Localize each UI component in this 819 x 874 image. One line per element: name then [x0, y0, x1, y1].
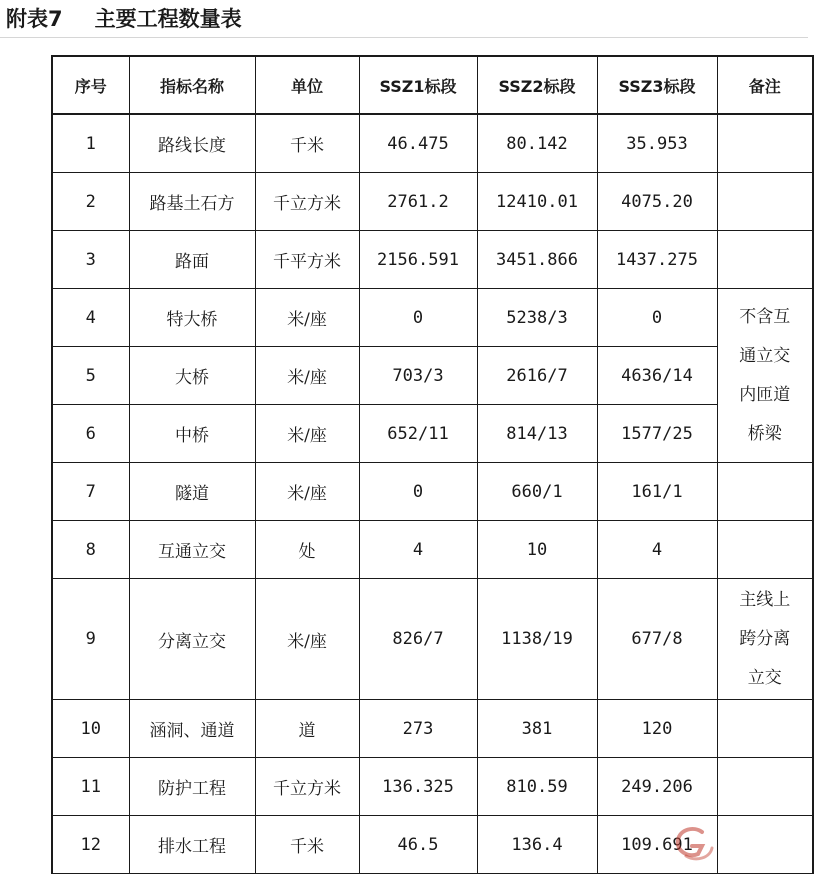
cell-name: 中桥	[129, 405, 255, 463]
cell-remarks	[717, 173, 813, 231]
cell-ssz2: 10	[477, 521, 597, 579]
cell-name: 隧道	[129, 463, 255, 521]
cell-remarks	[717, 114, 813, 173]
cell-remarks	[717, 758, 813, 816]
cell-ssz3: 161/1	[597, 463, 717, 521]
cell-no: 1	[52, 114, 129, 173]
cell-ssz3: 120	[597, 700, 717, 758]
quantities-table	[51, 55, 814, 874]
table-row	[52, 463, 813, 521]
cell-ssz3: 4075.20	[597, 173, 717, 231]
cell-no: 9	[52, 579, 129, 700]
header-cell-ssz1: SSZ1标段	[359, 56, 477, 114]
cell-no: 6	[52, 405, 129, 463]
cell-ssz3: 109.691	[597, 816, 717, 874]
cell-unit: 千立方米	[255, 173, 359, 231]
cell-no: 10	[52, 700, 129, 758]
cell-name: 涵洞、通道	[129, 700, 255, 758]
appendix-label: 附表7	[6, 7, 63, 31]
cell-ssz3: 1577/25	[597, 405, 717, 463]
cell-remarks	[717, 463, 813, 521]
table-row	[52, 289, 813, 347]
cell-ssz2: 810.59	[477, 758, 597, 816]
cell-no: 3	[52, 231, 129, 289]
cell-ssz2: 136.4	[477, 816, 597, 874]
table-row	[52, 579, 813, 700]
logo-watermark-icon	[672, 826, 716, 862]
cell-ssz1: 2156.591	[359, 231, 477, 289]
cell-ssz1: 273	[359, 700, 477, 758]
cell-name: 路基土石方	[129, 173, 255, 231]
header-cell-name: 指标名称	[129, 56, 255, 114]
cell-unit: 处	[255, 521, 359, 579]
cell-ssz1: 136.325	[359, 758, 477, 816]
remarks-separated-text: 主线上跨分离立交	[739, 589, 791, 688]
cell-ssz2: 80.142	[477, 114, 597, 173]
cell-ssz1: 4	[359, 521, 477, 579]
cell-ssz2: 660/1	[477, 463, 597, 521]
cell-ssz2: 381	[477, 700, 597, 758]
cell-name: 路面	[129, 231, 255, 289]
table-row	[52, 700, 813, 758]
header-cell-ssz2: SSZ2标段	[477, 56, 597, 114]
document-title	[6, 4, 242, 34]
header-cell-ssz3: SSZ3标段	[597, 56, 717, 114]
title-divider	[0, 37, 808, 38]
cell-ssz3: 249.206	[597, 758, 717, 816]
table-row	[52, 521, 813, 579]
cell-unit: 道	[255, 700, 359, 758]
cell-unit: 米/座	[255, 289, 359, 347]
cell-remarks	[717, 521, 813, 579]
remarks-bridges-text: 不含互通立交内匝道桥梁	[739, 306, 791, 444]
cell-no: 11	[52, 758, 129, 816]
cell-unit: 米/座	[255, 579, 359, 700]
cell-unit: 米/座	[255, 405, 359, 463]
cell-name: 分离立交	[129, 579, 255, 700]
cell-remarks-separated	[717, 579, 813, 700]
table-row	[52, 405, 813, 463]
table-row	[52, 114, 813, 173]
cell-ssz2: 814/13	[477, 405, 597, 463]
cell-no: 12	[52, 816, 129, 874]
cell-no: 7	[52, 463, 129, 521]
cell-remarks	[717, 700, 813, 758]
cell-unit: 米/座	[255, 347, 359, 405]
cell-name: 路线长度	[129, 114, 255, 173]
cell-name: 特大桥	[129, 289, 255, 347]
cell-unit: 千平方米	[255, 231, 359, 289]
cell-ssz3: 1437.275	[597, 231, 717, 289]
cell-no: 4	[52, 289, 129, 347]
header-cell-remarks: 备注	[717, 56, 813, 114]
cell-unit: 千米	[255, 114, 359, 173]
cell-ssz1: 46.5	[359, 816, 477, 874]
table-row	[52, 231, 813, 289]
cell-ssz1: 826/7	[359, 579, 477, 700]
header-cell-unit: 单位	[255, 56, 359, 114]
cell-ssz1: 652/11	[359, 405, 477, 463]
cell-unit: 千米	[255, 816, 359, 874]
header-cell-no: 序号	[52, 56, 129, 114]
cell-ssz1: 703/3	[359, 347, 477, 405]
cell-ssz2: 5238/3	[477, 289, 597, 347]
cell-no: 5	[52, 347, 129, 405]
cell-ssz3: 4	[597, 521, 717, 579]
table-row	[52, 347, 813, 405]
cell-ssz2: 12410.01	[477, 173, 597, 231]
cell-ssz3: 677/8	[597, 579, 717, 700]
cell-ssz2: 3451.866	[477, 231, 597, 289]
table-title: 主要工程数量表	[94, 7, 242, 31]
cell-no: 8	[52, 521, 129, 579]
table-row	[52, 758, 813, 816]
cell-ssz1: 0	[359, 289, 477, 347]
cell-ssz2: 2616/7	[477, 347, 597, 405]
cell-ssz1: 0	[359, 463, 477, 521]
cell-ssz2: 1138/19	[477, 579, 597, 700]
cell-ssz1: 46.475	[359, 114, 477, 173]
cell-ssz3: 4636/14	[597, 347, 717, 405]
cell-ssz3: 35.953	[597, 114, 717, 173]
cell-name: 互通立交	[129, 521, 255, 579]
cell-name: 防护工程	[129, 758, 255, 816]
cell-name: 排水工程	[129, 816, 255, 874]
cell-name: 大桥	[129, 347, 255, 405]
cell-ssz3: 0	[597, 289, 717, 347]
cell-no: 2	[52, 173, 129, 231]
table-row	[52, 173, 813, 231]
cell-unit: 米/座	[255, 463, 359, 521]
cell-remarks	[717, 816, 813, 874]
cell-remarks-bridges	[717, 289, 813, 463]
cell-remarks	[717, 231, 813, 289]
header-row	[52, 56, 813, 114]
cell-ssz1: 2761.2	[359, 173, 477, 231]
cell-unit: 千立方米	[255, 758, 359, 816]
